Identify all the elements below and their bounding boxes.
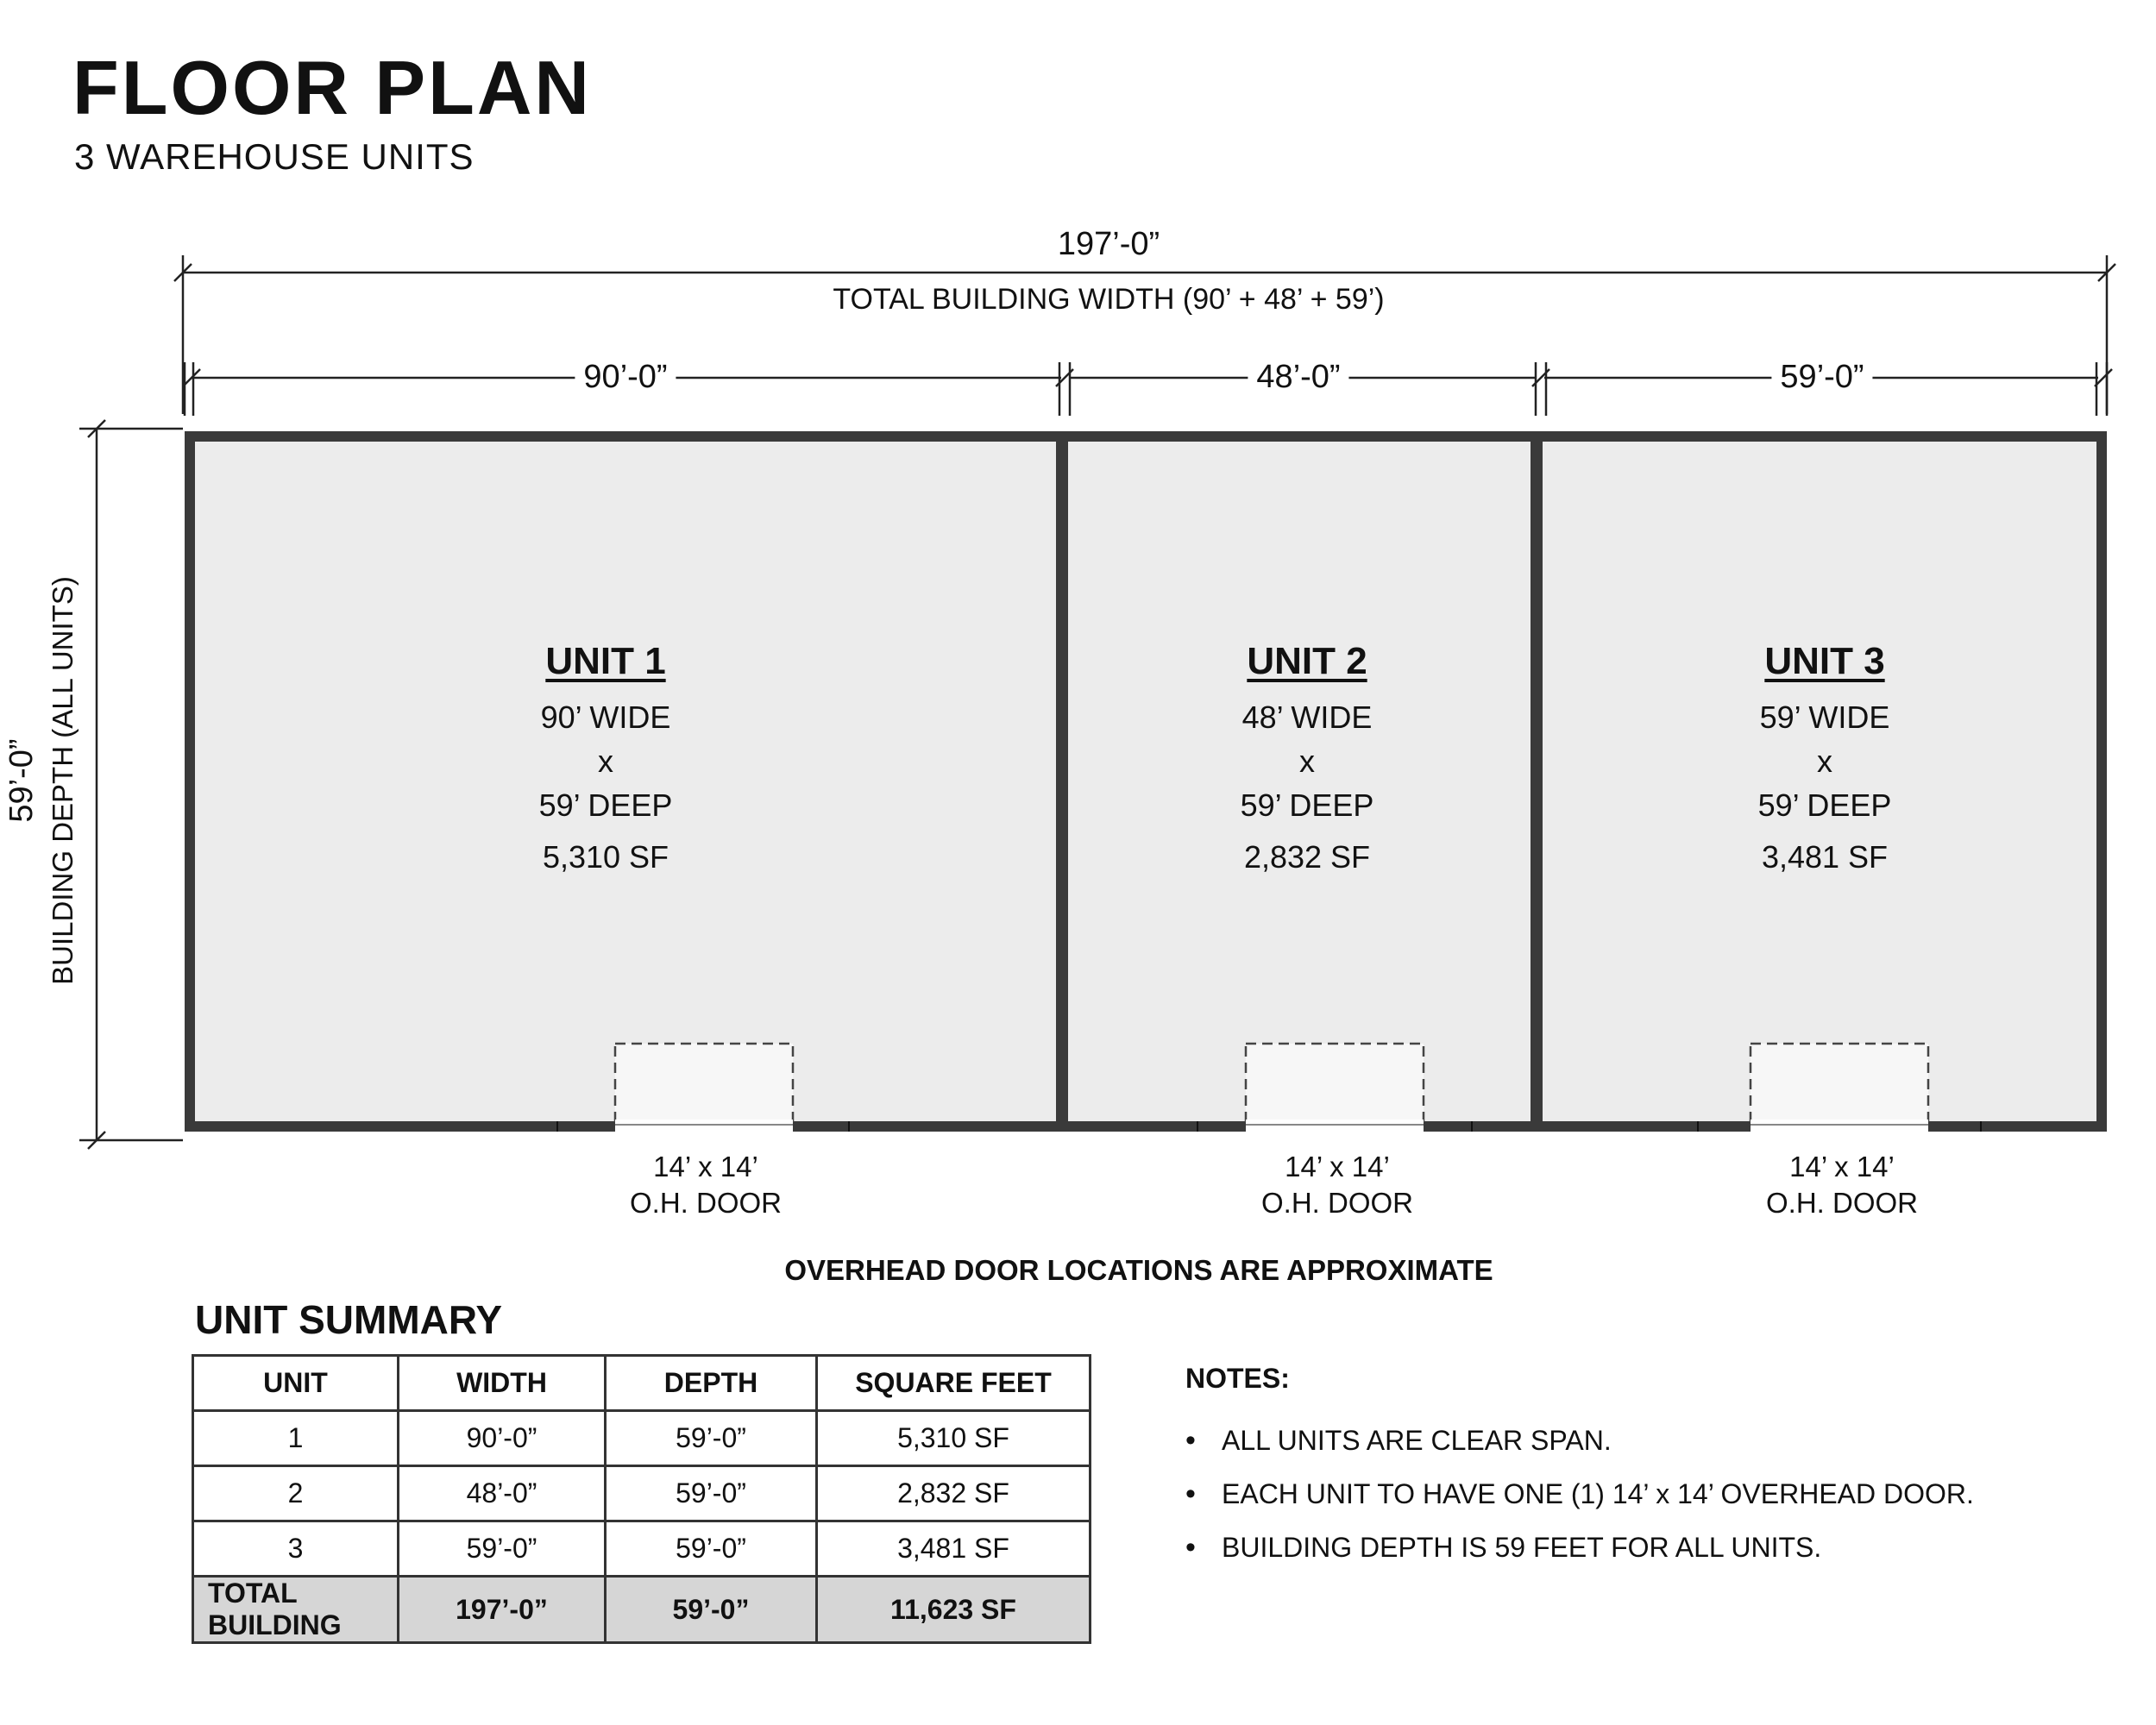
page-subtitle: 3 WAREHOUSE UNITS — [74, 136, 475, 177]
door-3-type: O.H. DOOR — [1765, 1187, 1919, 1219]
depth-dimension — [79, 420, 183, 1149]
overhead-doors — [557, 1044, 1981, 1133]
total-depth: 59’-0” — [606, 1577, 817, 1643]
cell-depth: 59’-0” — [606, 1411, 817, 1466]
unit-2-depth: 59’ DEEP — [1240, 787, 1374, 823]
table-header-row — [193, 1356, 1091, 1411]
unit-2-name: UNIT 2 — [1247, 640, 1367, 682]
cell-width: 59’-0” — [399, 1521, 606, 1577]
notes-title: NOTES: — [1185, 1363, 1290, 1394]
unit-3-depth: 59’ DEEP — [1757, 787, 1892, 823]
unit-1-area: 5,310 SF — [542, 839, 669, 875]
cell-depth: 59’-0” — [606, 1466, 817, 1521]
notes-list — [1185, 1414, 1974, 1574]
unit-2-width-dimension: 48’-0” — [1248, 359, 1348, 396]
total-width-caption: TOTAL BUILDING WIDTH (90’ + 48’ + 59’) — [833, 283, 1385, 316]
page-title: FLOOR PLAN — [72, 45, 592, 130]
total-width: 197’-0” — [399, 1577, 606, 1643]
unit-1-name: UNIT 1 — [545, 640, 666, 682]
unit-2-width: 48’ WIDE — [1241, 699, 1373, 735]
door-2-type: O.H. DOOR — [1260, 1187, 1414, 1219]
door-3-size: 14’ x 14’ — [1789, 1151, 1895, 1182]
unit-1-label — [539, 640, 673, 875]
depth-value: 59’-0” — [3, 738, 40, 823]
door-1-size: 14’ x 14’ — [653, 1151, 758, 1182]
cell-depth: 59’-0” — [606, 1521, 817, 1577]
door-2-label — [1261, 1149, 1413, 1221]
unit-2-label — [1241, 640, 1374, 875]
unit-1-times: x — [598, 743, 613, 779]
table-total-row — [193, 1577, 1091, 1643]
header-unit: UNIT — [193, 1356, 399, 1411]
table-row — [193, 1411, 1091, 1466]
unit-1-width: 90’ WIDE — [540, 699, 671, 735]
cell-unit: 3 — [193, 1521, 399, 1577]
cell-square-feet: 5,310 SF — [817, 1411, 1091, 1466]
table-row — [193, 1466, 1091, 1521]
unit-3-label — [1758, 640, 1892, 875]
unit-2-area: 2,832 SF — [1243, 839, 1371, 875]
unit-1-depth: 59’ DEEP — [538, 787, 673, 823]
door-2-size: 14’ x 14’ — [1285, 1151, 1390, 1182]
header-square-feet: SQUARE FEET — [817, 1356, 1091, 1411]
cell-width: 90’-0” — [399, 1411, 606, 1466]
cell-square-feet: 3,481 SF — [817, 1521, 1091, 1577]
cell-unit: 2 — [193, 1466, 399, 1521]
depth-caption: BUILDING DEPTH (ALL UNITS) — [47, 576, 79, 985]
door-1-type: O.H. DOOR — [629, 1187, 783, 1219]
cell-width: 48’-0” — [399, 1466, 606, 1521]
summary-title: UNIT SUMMARY — [195, 1297, 503, 1342]
total-width-value: 197’-0” — [1057, 226, 1160, 262]
door-3-label — [1766, 1149, 1918, 1221]
note-item: • EACH UNIT TO HAVE ONE (1) 14’ x 14’ OVERHEAD DOOR. — [1185, 1467, 1974, 1521]
unit-3-times: x — [1817, 743, 1832, 779]
table-row — [193, 1521, 1091, 1577]
note-item: • ALL UNITS ARE CLEAR SPAN. — [1185, 1414, 1974, 1467]
note-item: • BUILDING DEPTH IS 59 FEET FOR ALL UNITS. — [1185, 1521, 1974, 1574]
cell-unit: 1 — [193, 1411, 399, 1466]
notes-section — [1185, 1363, 1974, 1574]
unit-3-width-dimension: 59’-0” — [1771, 359, 1872, 396]
unit-2-times: x — [1299, 743, 1315, 779]
total-label: TOTAL BUILDING — [193, 1577, 399, 1643]
unit-3-name: UNIT 3 — [1764, 640, 1885, 682]
unit-summary-table — [192, 1354, 1091, 1644]
unit-3-width: 59’ WIDE — [1759, 699, 1890, 735]
cell-square-feet: 2,832 SF — [817, 1466, 1091, 1521]
header-width: WIDTH — [399, 1356, 606, 1411]
unit-1-width-dimension: 90’-0” — [575, 359, 676, 396]
total-square-feet: 11,623 SF — [817, 1577, 1091, 1643]
door-location-note: OVERHEAD DOOR LOCATIONS ARE APPROXIMATE — [784, 1254, 1493, 1286]
door-1-label — [630, 1149, 782, 1221]
unit-3-area: 3,481 SF — [1761, 839, 1889, 875]
header-depth: DEPTH — [606, 1356, 817, 1411]
